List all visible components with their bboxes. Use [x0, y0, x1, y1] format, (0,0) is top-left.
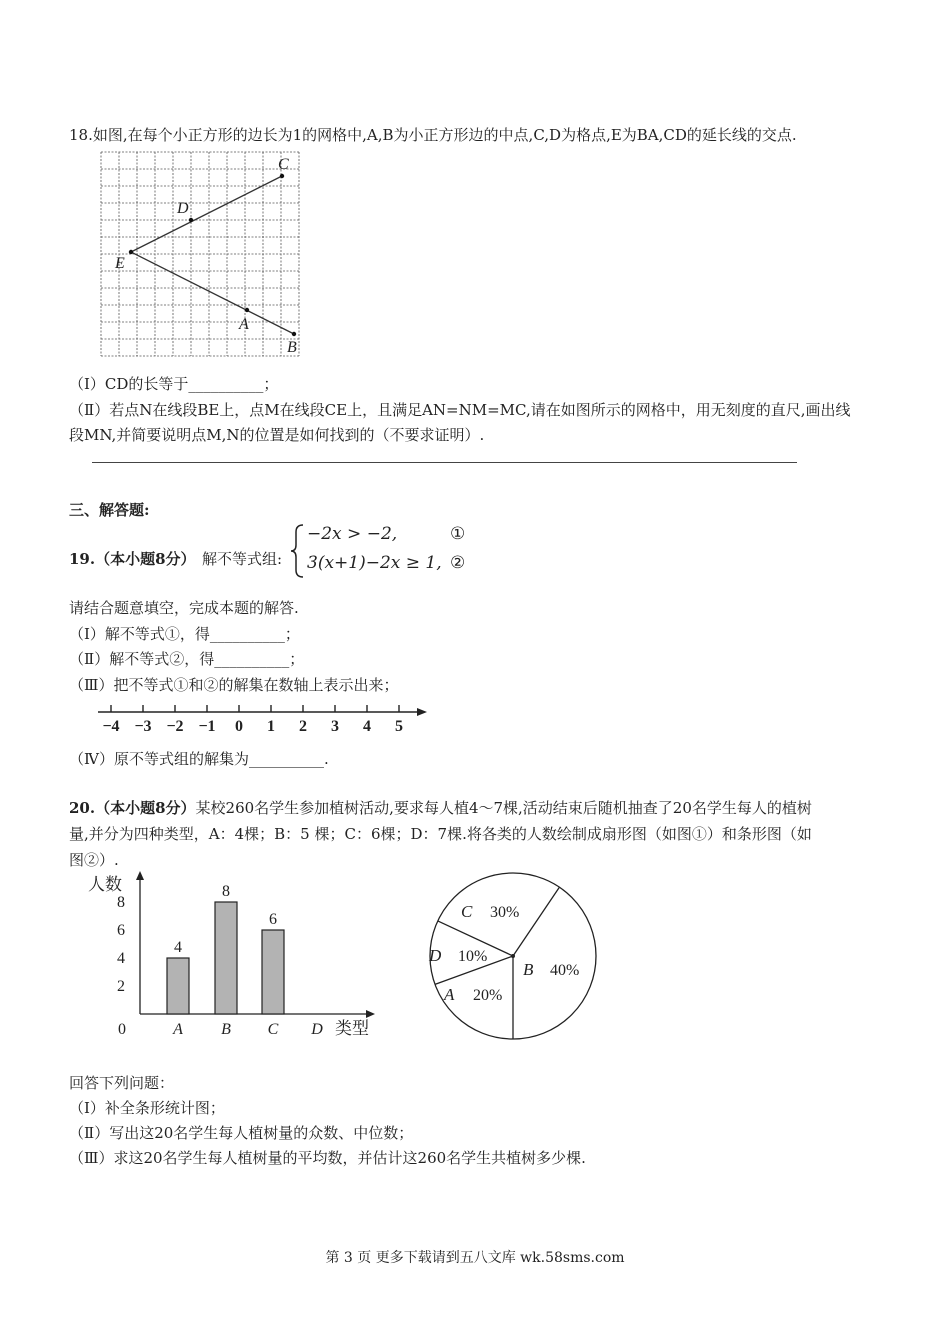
- q20-stem-line1: [69, 797, 812, 818]
- q18-stem: 18.如图,在每个小正方形的边长为1的网格中,A,B为小正方形边的中点,C,D为格点,E为BA,CD的延长线的交点.: [69, 126, 797, 144]
- axis-tick-label: 1: [267, 718, 275, 735]
- q20-stem-line3: 图②）.: [69, 851, 119, 869]
- q20-stem-text1: 某校260名学生参加植树活动,要求每人植4～7棵,活动结束后随机抽查了20名学生每人的植树: [195, 799, 812, 817]
- point-e: [129, 250, 133, 254]
- y-tick-label: 8: [117, 894, 125, 911]
- bar-b: [215, 902, 237, 1014]
- arrow-right-icon: [417, 708, 427, 716]
- q20-part1: （Ⅰ）补全条形统计图；: [69, 1099, 225, 1117]
- label-a: A: [239, 316, 249, 333]
- answer-line: [92, 462, 797, 463]
- bar-c: [262, 930, 284, 1014]
- q18-part1: （Ⅰ）CD的长等于__________；: [69, 375, 279, 393]
- q19-mark2: ②: [450, 553, 466, 573]
- y-axis-label: 人数: [88, 875, 122, 894]
- page-footer: 第 3 页 更多下载请到五八文库 wk.58sms.com: [325, 1250, 625, 1266]
- category-label-c: C: [267, 1021, 279, 1038]
- q19-label: 19.（本小题8分）: [69, 550, 196, 568]
- point-b: [292, 332, 296, 336]
- slice-label-d: D: [429, 946, 442, 965]
- bar-a: [167, 958, 189, 1014]
- q19-prompt: 解不等式组:: [202, 550, 283, 568]
- q18-part2-line2: 段MN,并简要说明点M,N的位置是如何找到的（不要求证明）.: [69, 426, 485, 444]
- q19-ineq2: 3(x+1)−2x ≥ 1,: [307, 553, 442, 573]
- label-b: B: [287, 339, 297, 356]
- section-title: 三、解答题:: [69, 501, 150, 519]
- data-label-c: 6: [269, 911, 277, 928]
- x-arrow-icon: [366, 1010, 375, 1018]
- q19-part1: （Ⅰ）解不等式①，得__________；: [69, 625, 300, 643]
- axis-tick-label: −2: [166, 718, 184, 735]
- slice-percent-b: 40%: [550, 962, 580, 979]
- q19-part3: （Ⅲ）把不等式①和②的解集在数轴上表示出来；: [69, 676, 399, 694]
- q18-part2-line1: （Ⅱ）若点N在线段BE上，点M在线段CE上，且满足AN=NM=MC,请在如图所示的网格中，用无刻度的直尺,画出线: [69, 401, 851, 419]
- q19-mark1: ①: [450, 524, 466, 544]
- slice-label-b: B: [523, 960, 534, 979]
- pie-chart: [420, 858, 610, 1048]
- q19-part2: （Ⅱ）解不等式②，得__________；: [69, 650, 305, 668]
- y-tick-label: 6: [117, 922, 125, 939]
- segment-ec: [131, 176, 282, 252]
- y-arrow-icon: [136, 871, 144, 880]
- y-tick-label: 2: [117, 978, 125, 995]
- q19-instruction: 请结合题意填空，完成本题的解答.: [69, 599, 299, 617]
- category-label-a: A: [173, 1021, 183, 1038]
- data-label-b: 8: [222, 883, 230, 900]
- bar-chart: [80, 868, 390, 1048]
- q18-grid-figure: [95, 150, 315, 362]
- label-c: C: [278, 156, 289, 173]
- slice-percent-c: 30%: [490, 904, 520, 921]
- pie-center: [511, 954, 515, 958]
- q20-part2: （Ⅱ）写出这20名学生每人植树量的众数、中位数；: [69, 1124, 414, 1142]
- category-label-d: D: [311, 1021, 323, 1038]
- axis-tick-label: −4: [102, 718, 120, 735]
- q19-part4: （Ⅳ）原不等式组的解集为__________.: [69, 750, 329, 768]
- data-label-a: 4: [174, 939, 182, 956]
- y-tick-label: 4: [117, 950, 125, 967]
- axis-tick-label: −1: [198, 718, 216, 735]
- axis-tick-label: 5: [395, 718, 403, 735]
- q20-questions-title: 回答下列问题：: [69, 1074, 175, 1092]
- slice-edge-b: [513, 887, 559, 956]
- category-label-b: B: [221, 1021, 231, 1038]
- slice-percent-a: 20%: [473, 987, 503, 1004]
- label-e: E: [115, 255, 125, 272]
- axis-tick-label: 4: [363, 718, 371, 735]
- point-d: [189, 218, 193, 222]
- q20-part3: （Ⅲ）求这20名学生每人植树量的平均数，并估计这260名学生共植树多少棵.: [69, 1149, 586, 1167]
- point-a: [245, 308, 249, 312]
- number-line: [95, 700, 435, 738]
- q20-stem-line2: 量,并分为四种类型，A：4棵；B：5 棵；C：6棵；D：7棵.将各类的人数绘制成扇形图（如图①）和条形图（如: [69, 825, 812, 843]
- q20-label: 20.（本小题8分）: [69, 799, 196, 817]
- q19-ineq1: −2x > −2,: [307, 524, 398, 544]
- axis-tick-label: 3: [331, 718, 339, 735]
- point-c: [280, 174, 284, 178]
- slice-percent-d: 10%: [458, 948, 488, 965]
- label-d: D: [177, 200, 189, 217]
- slice-label-a: A: [444, 985, 455, 1004]
- axis-tick-label: 2: [299, 718, 307, 735]
- axis-tick-label: 0: [235, 718, 243, 735]
- x-axis-label: 类型: [335, 1019, 369, 1038]
- origin-label: 0: [118, 1021, 126, 1038]
- slice-label-c: C: [461, 902, 473, 921]
- axis-tick-label: −3: [134, 718, 152, 735]
